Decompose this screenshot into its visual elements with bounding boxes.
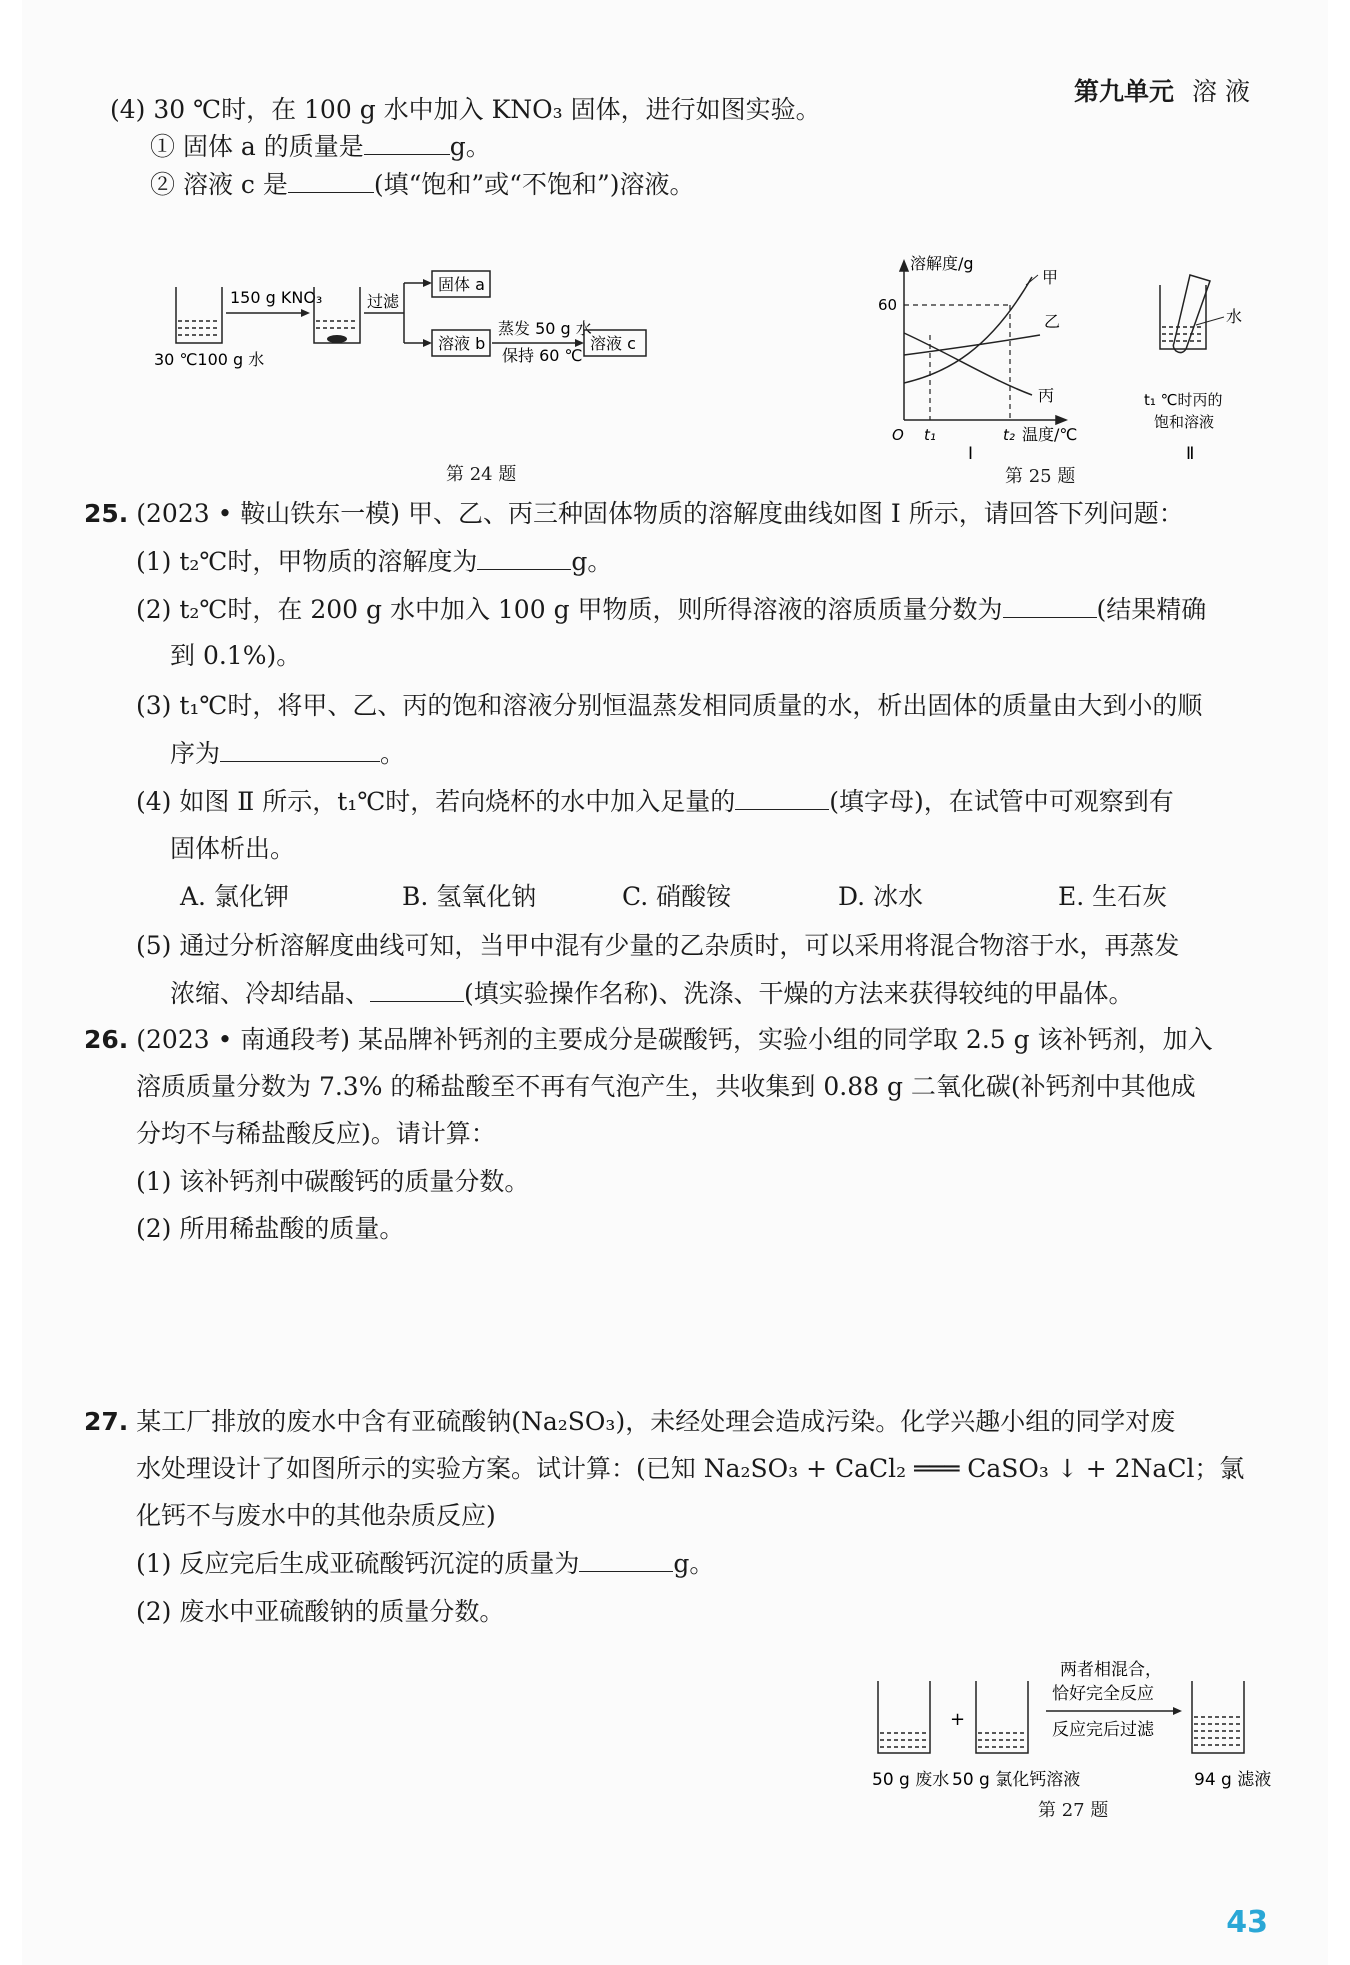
q26-line3: 分均不与稀盐酸反应)。请计算：	[136, 1119, 496, 1148]
figure-25-diagram	[872, 255, 1312, 460]
tube-label-2: 饱和溶液	[1154, 413, 1215, 431]
beaker-2-label: 50 g 氯化钙溶液	[952, 1770, 1081, 1790]
q26-part1: (1) 该补钙剂中碳酸钙的质量分数。	[136, 1167, 530, 1196]
q24-sub1-text: ① 固体 a 的质量是	[150, 132, 364, 161]
reaction-note-1: 两者相混合，	[1060, 1660, 1162, 1680]
option-d[interactable]: D. 冰水	[838, 882, 924, 911]
page-number: 43	[1226, 1905, 1268, 1940]
q25-p3-text: 序为	[170, 739, 221, 768]
q25-part5-line1: (5) 通过分析溶解度曲线可知，当甲中混有少量的乙杂质时，可以采用将混合物溶于水，再蒸发	[136, 931, 1180, 960]
q26-part2: (2) 所用稀盐酸的质量。	[136, 1214, 405, 1243]
figure-25-caption: 第 25 题	[1005, 466, 1076, 487]
page-header	[1074, 72, 1250, 108]
figure-24-caption: 第 24 题	[446, 464, 517, 485]
option-c[interactable]: C. 硝酸铵	[622, 882, 732, 911]
tube-label-1: t₁ ℃时丙的	[1144, 391, 1223, 409]
q24-part4-stem: (4) 30 ℃时，在 100 g 水中加入 KNO₃ 固体，进行如图实验。	[110, 95, 821, 124]
q26-line2: 溶质质量分数为 7.3% 的稀盐酸至不再有气泡产生，共收集到 0.88 g 二氧化碳(补钙剂中其他成	[136, 1072, 1196, 1101]
answer-blank[interactable]	[288, 170, 374, 193]
beaker-icon	[878, 1681, 930, 1753]
q24-sub2-tail: (填“饱和”或“不饱和”)溶液。	[373, 170, 695, 199]
t1-tick: t₁	[924, 426, 936, 444]
q25-part4-line2: 固体析出。	[170, 834, 296, 863]
answer-blank[interactable]	[477, 547, 571, 570]
curve-bing	[904, 333, 1032, 395]
q25-p3-end: 。	[380, 739, 406, 768]
series-yi-label: 乙	[1044, 312, 1061, 331]
curve-jia	[904, 277, 1032, 383]
answer-blank[interactable]	[579, 1549, 673, 1572]
beaker-icon	[1192, 1681, 1244, 1753]
solution-b-label: 溶液 b	[438, 334, 486, 353]
q25-part1	[136, 546, 612, 578]
q24-part4-sub2	[150, 169, 694, 201]
q27-part2: (2) 废水中亚硫酸钠的质量分数。	[136, 1597, 505, 1626]
answer-blank[interactable]	[364, 132, 450, 155]
q25-p5-tail: (填实验操作名称)、洗涤、干燥的方法来获得较纯的甲晶体。	[464, 979, 1134, 1008]
solid-a-label: 固体 a	[438, 275, 485, 294]
beaker-1-label: 50 g 废水	[872, 1770, 950, 1790]
q25-stem: (2023 • 鞍山铁东一模) 甲、乙、丙三种固体物质的溶解度曲线如图 Ⅰ 所示，请回答下列问题：	[136, 499, 1184, 528]
q26-line1-text: (2023 • 南通段考) 某品牌补钙剂的主要成分是碳酸钙，实验小组的同学取 2.5 g 该补钙剂，加入	[136, 1025, 1213, 1054]
q25-p2-text: (2) t₂℃时，在 200 g 水中加入 100 g 甲物质，则所得溶液的溶质质量分数为	[136, 595, 1003, 624]
q25-p4-text: (4) 如图 Ⅱ 所示，t₁℃时，若向烧杯的水中加入足量的	[136, 787, 736, 816]
q25-p4-tail: (填字母)，在试管中可观察到有	[829, 787, 1174, 816]
q27-line1-text: 某工厂排放的废水中含有亚硫酸钠(Na₂SO₃)，未经处理会造成污染。化学兴趣小组的同学对废	[136, 1407, 1176, 1436]
figure-27-caption: 第 27 题	[1038, 1800, 1109, 1821]
q25-stem-line	[84, 498, 1184, 530]
q24-sub1-unit: g。	[449, 132, 491, 161]
t2-tick: t₂	[1003, 426, 1015, 444]
series-jia-label: 甲	[1042, 268, 1059, 287]
solution-c-label: 溶液 c	[590, 334, 636, 353]
water-label: 水	[1226, 307, 1243, 326]
y-tick-60: 60	[878, 296, 898, 314]
plus-sign: +	[950, 1709, 966, 1730]
q25-p5-text: 浓缩、冷却结晶、	[170, 979, 371, 1008]
answer-blank[interactable]	[370, 979, 464, 1002]
q25-part4	[136, 786, 1174, 818]
q25-p1-text: (1) t₂℃时，甲物质的溶解度为	[136, 547, 478, 576]
q25-part3-line1: (3) t₁℃时，将甲、乙、丙的饱和溶液分别恒温蒸发相同质量的水，析出固体的质量由大到小的顺	[136, 691, 1203, 720]
beaker-3-label: 94 g 滤液	[1194, 1770, 1272, 1790]
filter-label: 过滤	[367, 292, 400, 311]
option-e[interactable]: E. 生石灰	[1058, 882, 1168, 911]
q27-line3: 化钙不与废水中的其他杂质反应)	[136, 1501, 496, 1530]
q27-p1-text: (1) 反应完后生成亚硫酸钙沉淀的质量为	[136, 1549, 580, 1578]
q24-part4-sub1	[150, 131, 491, 163]
panel-2-label: Ⅱ	[1186, 444, 1195, 460]
y-axis-label: 溶解度/g	[910, 255, 974, 273]
arrow-head-icon	[301, 309, 310, 317]
q25-part3-line2	[170, 738, 405, 770]
panel-1-label: Ⅰ	[968, 444, 974, 460]
q27-line1	[84, 1406, 1175, 1438]
series-bing-label: 丙	[1038, 386, 1055, 405]
test-tube-beaker-icon	[1160, 275, 1224, 353]
unit-topic: 溶 液	[1192, 77, 1250, 106]
question-number: 27.	[84, 1407, 129, 1436]
beaker-icon	[976, 1681, 1028, 1753]
figure-24-diagram	[152, 255, 662, 390]
question-number: 25.	[84, 499, 129, 528]
q27-part1	[136, 1548, 714, 1580]
q25-p2-tail: (结果精确	[1096, 595, 1207, 624]
answer-blank[interactable]	[220, 739, 380, 762]
keep-temp-label: 保持 60 ℃	[502, 346, 583, 365]
q27-p1-unit: g。	[673, 1549, 715, 1578]
reaction-note-3: 反应完后过滤	[1052, 1720, 1154, 1740]
reaction-note-2: 恰好完全反应	[1052, 1684, 1154, 1704]
q24-sub2-text: ② 溶液 c 是	[150, 170, 288, 199]
answer-blank[interactable]	[735, 787, 829, 810]
x-axis-label: 温度/℃	[1022, 425, 1078, 444]
question-number: 26.	[84, 1025, 129, 1054]
textbook-page	[22, 0, 1328, 1965]
option-a[interactable]: A. 氯化钾	[180, 882, 289, 911]
evaporate-label: 蒸发 50 g 水	[498, 319, 592, 338]
solid-precipitate	[327, 335, 347, 343]
figure-27-diagram	[842, 1655, 1322, 1805]
q25-part5-line2	[170, 978, 1134, 1010]
q25-p1-unit: g。	[571, 547, 613, 576]
q25-part2-line2: 到 0.1%)。	[170, 641, 302, 670]
answer-blank[interactable]	[1003, 595, 1097, 618]
q27-line2: 水处理设计了如图所示的实验方案。试计算：(已知 Na₂SO₃ + CaCl₂ ═══ CaSO₃ ↓ + 2NaCl；氯	[136, 1454, 1245, 1483]
beaker-icon	[176, 287, 222, 343]
option-b[interactable]: B. 氢氧化钠	[402, 882, 537, 911]
arrow-head-icon	[1173, 1707, 1182, 1715]
origin-label: O	[892, 426, 904, 444]
q26-line1	[84, 1024, 1213, 1056]
curve-yi	[904, 335, 1040, 355]
beaker-label: 30 ℃100 g 水	[154, 350, 265, 369]
q25-part2	[136, 594, 1206, 626]
arrow1-label: 150 g KNO₃	[230, 288, 323, 307]
unit-title: 第九单元	[1074, 77, 1175, 106]
